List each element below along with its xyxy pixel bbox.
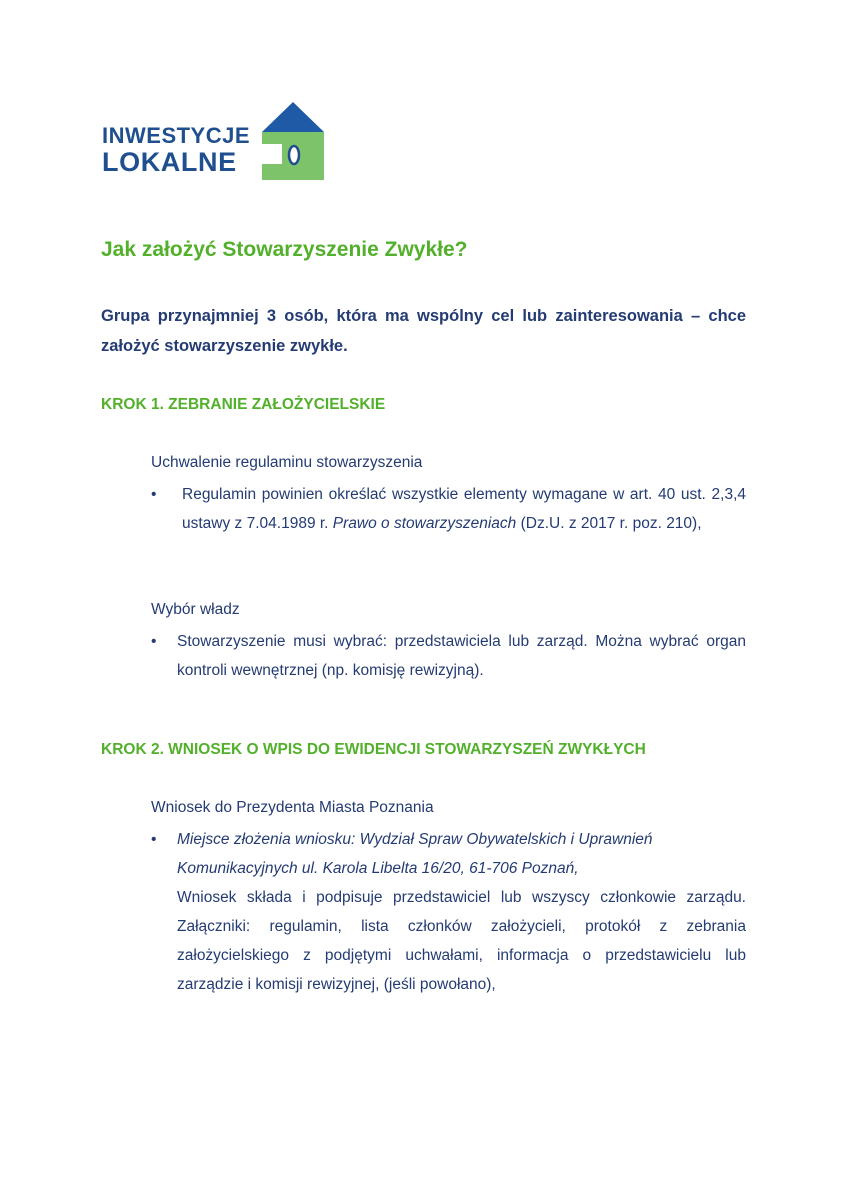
bullet-regulamin	[151, 480, 746, 538]
logo-text	[102, 122, 250, 176]
law-title: Prawo o stowarzyszeniach	[332, 515, 517, 532]
house-icon	[260, 100, 326, 180]
text-before: Regulamin powinien określać wszystkie elementy wymagane w art. 40 ust. 2,3,4 ustawy z 7.04.1989 r.	[182, 486, 746, 532]
logo-line-2: LOKALNE	[102, 147, 237, 177]
logo	[102, 100, 327, 184]
step-1-heading: KROK 1. ZEBRANIE ZAŁOŻYCIELSKIE	[101, 396, 386, 413]
text-after: (Dz.U. z 2017 r. poz. 210),	[516, 515, 702, 532]
lead-paragraph: Grupa przynajmniej 3 osób, która ma wspólny cel lub zainteresowania – chce założyć stowarzyszenie zwykłe.	[101, 307, 746, 355]
bullet-regulamin-text	[182, 480, 746, 538]
wniosek-text: Wniosek składa i podpisuje przedstawiciel lub wszyscy członkowie zarządu. Załączniki: regulamin, lista członków założycieli, protokół z zebrania założycielskiego z podjętymi uchwałami, informacja o przedstawicielu lub zarządzie i komisji rewizyjnej, (jeśli powołano),	[177, 889, 746, 993]
step-2-subheading: Wniosek do Prezydenta Miasta Poznania	[151, 799, 434, 816]
bullet-marker: •	[151, 486, 157, 503]
logo-line-1: INWESTYCJE	[102, 123, 251, 148]
wniosek-location: Miejsce złożenia wniosku: Wydział Spraw Obywatelskich i Uprawnień Komunikacyjnych ul. Karola Libelta 16/20, 61-706 Poznań,	[177, 831, 653, 877]
step-1-subheading-wladze: Wybór władz	[151, 601, 240, 618]
bullet-marker: •	[151, 633, 157, 650]
bullet-marker: •	[151, 831, 157, 848]
bullet-wladze	[151, 627, 746, 685]
step-2-heading: KROK 2. WNIOSEK O WPIS DO EWIDENCJI STOWARZYSZEŃ ZWYKŁYCH	[101, 741, 646, 758]
step-1-subheading-regulamin: Uchwalenie regulaminu stowarzyszenia	[151, 454, 423, 471]
bullet-wladze-text: Stowarzyszenie musi wybrać: przedstawiciela lub zarząd. Można wybrać organ kontroli wewnętrznej (np. komisję rewizyjną).	[177, 633, 746, 679]
bullet-wniosek	[151, 825, 746, 999]
page-title: Jak założyć Stowarzyszenie Zwykłe?	[101, 238, 468, 261]
